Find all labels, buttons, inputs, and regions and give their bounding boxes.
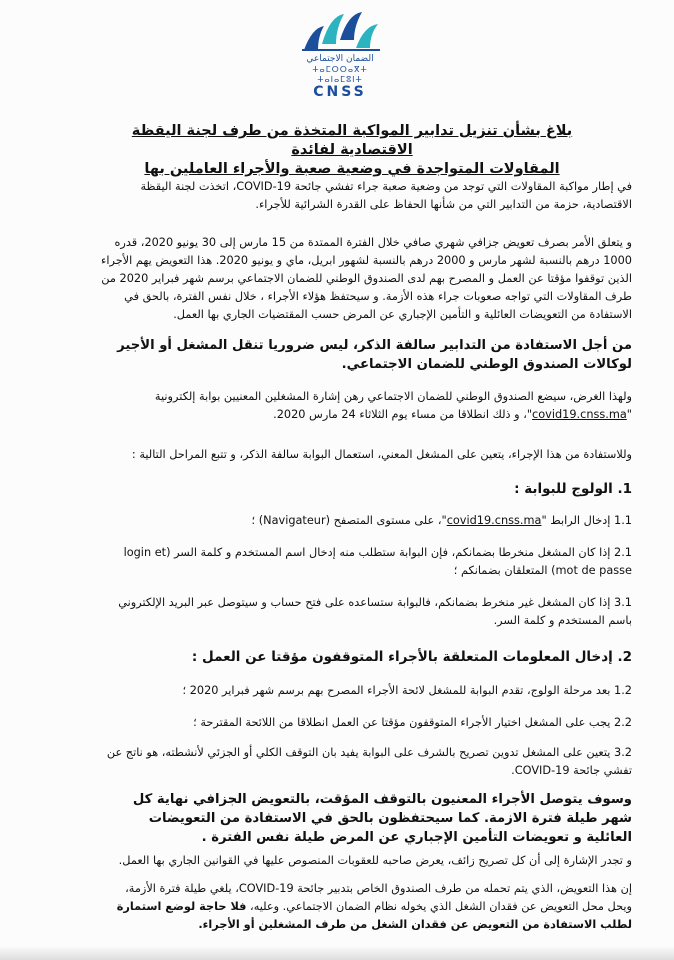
title-line-2: المقاولات المتواجدة في وضعية صعبة والأجراء العاملين بها [144, 161, 560, 177]
title-line-1: بلاغ بشأن تنزيل تدابير المواكبة المتخذة من طرف لجنة اليقظة الاقتصادية لفائدة [131, 123, 573, 158]
logo-acronym: CNSS [313, 84, 367, 100]
intro-paragraph-2: و يتعلق الأمر بصرف تعويض جزافي شهري صافي خلال الفترة الممتدة من 15 مارس إلى 30 يونيو 2020، قدره 1000 درهم بالنسبة لشهر مارس و 2000 درهم بالنسبة لشهور ابريل، ماي و يونيو 2020. هذا التعويض يهم الأجراء الذين توقفوا مؤقتا عن العمل و المصرح بهم لدى الصندوق الوطني للضمان الاجتماعي برسم شهر فبراير 2020 من طرف المقاولات التي تواجه صعوبات جراء هذه الأزمة. و سيحتفظ هؤلاء الأجراء ، خلال نفس الفترة، بالحق في الاستفادة من التعويضات العائلية و التأمين الإجباري عن المرض حسب المقتضيات الجاري بها العمل. [101, 236, 632, 321]
section-1-heading: 1. الولوج للبوابة : [514, 481, 632, 497]
steps-intro-paragraph: وللاستفادة من هذا الإجراء، يتعين على المشغل المعني، استعمال البوابة سالفة الذكر، و تتبع المراحل التالية : [131, 448, 632, 461]
section-1-item-3: 3.1 إذا كان المشغل غير منخرط بضمانكم، فالبوابة ستساعده على فتح حساب و سيتوصل عبر البريد الإلكتروني باسم المستخدم و كلمة السر. [118, 596, 632, 627]
section-1-link[interactable]: covid19.cnss.ma [446, 514, 542, 527]
portal-text-part1: ولهذا الغرض، سيضع الصندوق الوطني للضمان الاجتماعي رهن إشارة المشغلين المعنيين بوابة إلكترونية " [154, 390, 632, 421]
page-bottom-edge [0, 946, 674, 960]
notice-bold-paragraph: من أجل الاستفادة من التدابير سالفة الذكر، ليس ضروريا تنقل المشغل أو الأجير لوكالات الصندوق الوطني للضمان الاجتماعي. [117, 338, 632, 372]
portal-text-part2: "، و ذلك انطلاقا من مساء يوم الثلاثاء 24 مارس 2020. [273, 408, 533, 421]
logo-tifinagh-text: ⵜⴰⵎⵔⵔⴰⴳⵜ ⵜⴰⵏⴰⵎⵓⵏⵜ [312, 65, 368, 84]
cnss-emblem-icon [298, 10, 382, 52]
portal-paragraph [100, 388, 632, 424]
final-paragraph [100, 880, 632, 934]
section-2-heading: 2. إدخال المعلومات المتعلقة بالأجراء المتوقفون مؤقتا عن العمل : [191, 649, 632, 665]
intro-paragraph-1: في إطار مواكبة المقاولات التي توجد من وضعية صعبة جراء تفشي جائحة COVID-19، اتخذت لجنة اليقظة الاقتصادية، حزمة من التدابير التي من شأنها الحفاظ على القدرة الشرائية للأجراء. [140, 180, 632, 211]
section-2-item-1: 1.2 بعد مرحلة الولوج، تقدم البوابة للمشغل لائحة الأجراء المصرح بهم برسم شهر فبراير 2020 ؛ [182, 684, 632, 697]
logo-arabic-text: الضمان الاجتماعي [306, 54, 374, 64]
false-declaration-note: و تجدر الإشارة إلى أن كل تصريح زائف، يعرض صاحبه للعقوبات المنصوص عليها في القوانين الجاري بها العمل. [118, 854, 632, 867]
portal-link[interactable]: covid19.cnss.ma [532, 408, 627, 421]
section-2-item-2: 2.2 يجب على المشغل اختيار الأجراء المتوقفون مؤقتا عن العمل انطلاقا من اللائحة المقترحة ؛ [193, 716, 632, 729]
final-paragraph-bold: فلا حاجة لوضع استمارة لطلب الاستفادة من التعويض عن فقدان الشغل من طرف المشغلين أو الأجراء. [116, 900, 632, 931]
section-1-item-1-pre: 1.1 إدخال الرابط " [541, 514, 632, 527]
cnss-logo [290, 10, 390, 100]
closing-bold-paragraph: وسوف يتوصل الأجراء المعنيون بالتوقف المؤقت، بالتعويض الجزافي نهاية كل شهر طيلة فترة الازمة. كما سيحتفظون بالحق في الاستفادة من التعويضات العائلية و تعويضات التأمين الإجباري عن المرض طيلة نفس الفترة . [132, 792, 632, 845]
final-paragraph-normal: إن هذا التعويض، الذي يتم تحمله من طرف الصندوق الخاص بتدبير جائحة COVID-19، يلغي طيلة فترة الأزمة، ويحل محل التعويض عن فقدان الشغل الذي يخوله نظام الضمان الاجتماعي. وعليه، [125, 882, 632, 913]
section-2-item-3: 3.2 يتعين على المشغل تدوين تصريح بالشرف على البوابة يفيد بان التوقف الكلي أو الجزئي لأنشطته، هو ناتج عن تفشي جائحة COVID-19. [106, 746, 632, 777]
section-1-item-1 [100, 512, 632, 530]
section-1-item-2: 2.1 إذا كان المشغل منخرطا بضمانكم، فإن البوابة ستطلب منه إدخال اسم المستخدم و كلمة السر (login et mot de passe) المتعلقان بضمانكم ؛ [123, 546, 632, 577]
section-1-item-1-post: "، على مستوى المتصفح (Navigateur) ؛ [251, 514, 447, 527]
document-title [100, 122, 604, 179]
